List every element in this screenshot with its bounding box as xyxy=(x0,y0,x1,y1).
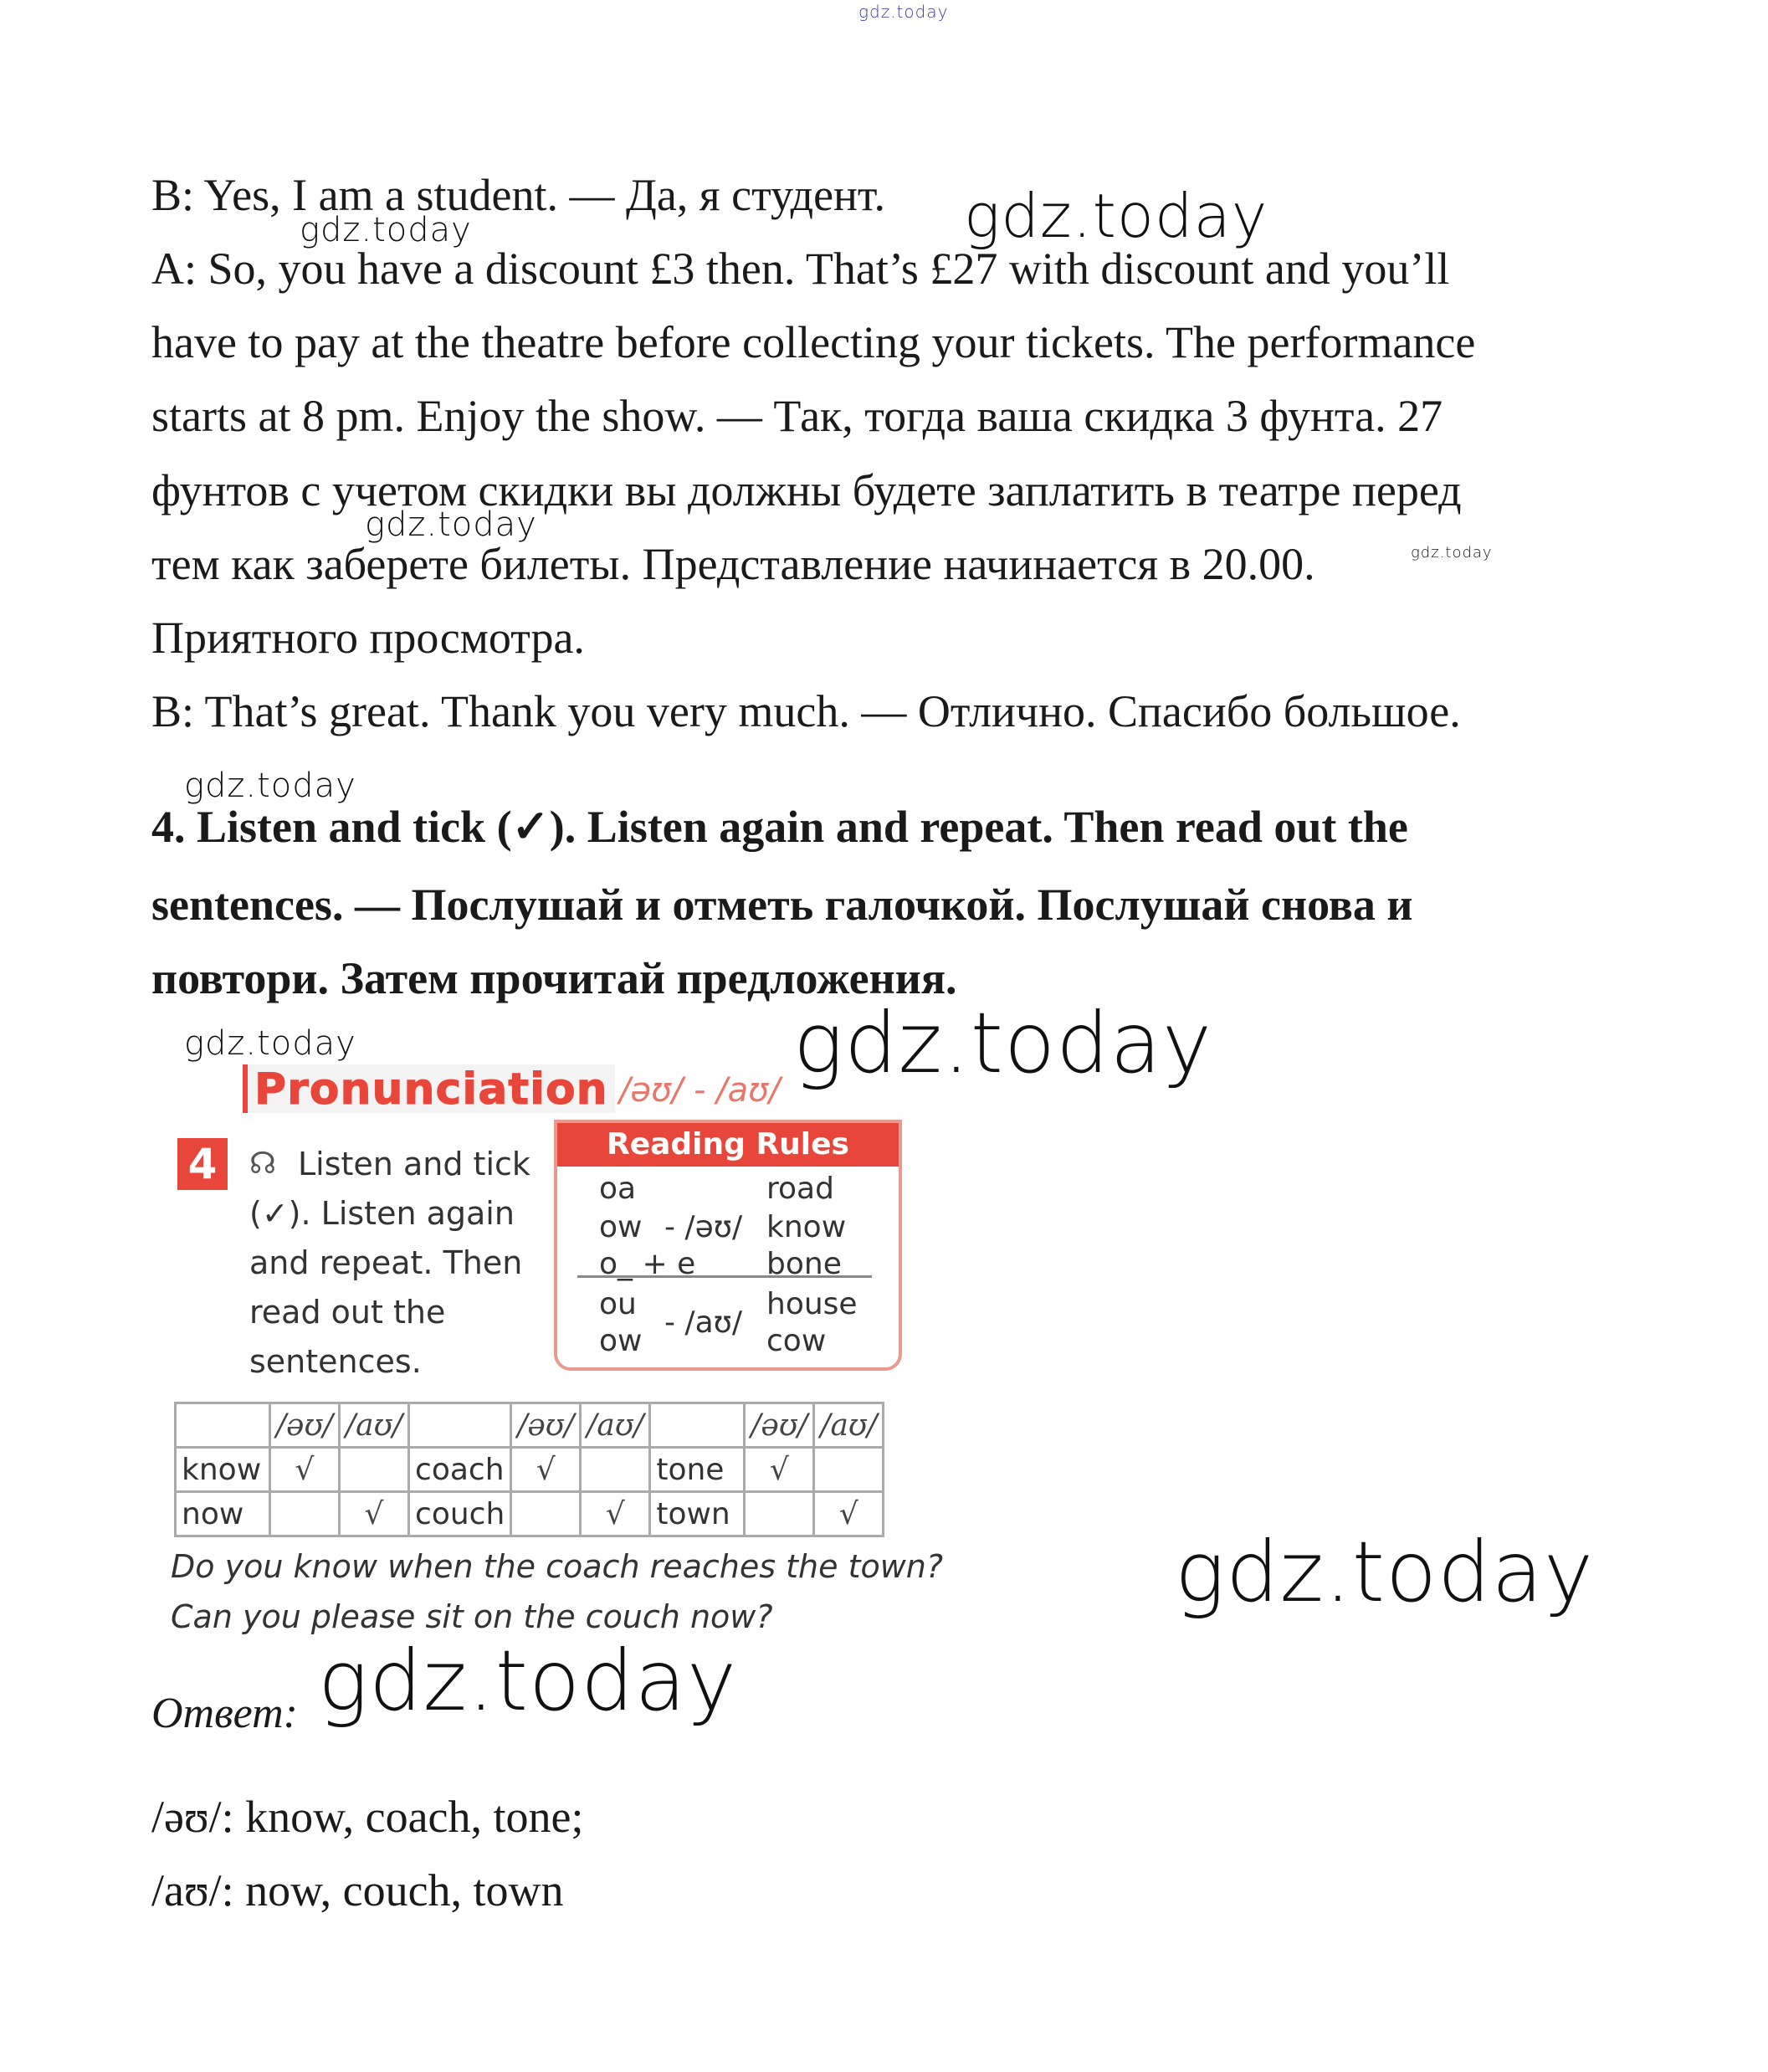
watermark: gdz.today xyxy=(300,211,472,249)
headphones-icon: ☊ xyxy=(249,1146,276,1181)
watermark: gdz.today xyxy=(184,767,356,805)
task-heading: sentences. — Послушай и отметь галочкой. Послушай снова и xyxy=(151,880,1413,930)
dialogue-line: have to pay at the theatre before collecting your tickets. The performance xyxy=(151,317,1476,367)
exercise-number: 4 xyxy=(177,1138,228,1190)
table-row: /əʊ/ /aʊ/ /əʊ/ /aʊ/ /əʊ/ /aʊ/ xyxy=(176,1403,884,1448)
answer-line: /əʊ/: know, coach, tone; xyxy=(151,1792,584,1842)
practice-sentence: Do you know when the coach reaches the town? xyxy=(171,1548,944,1585)
watermark: gdz.today xyxy=(318,1632,738,1730)
practice-sentence: Can you please sit on the couch now? xyxy=(171,1598,773,1635)
watermark: gdz.today xyxy=(365,505,537,544)
pronunciation-table xyxy=(174,1402,884,1537)
textbook-scan xyxy=(167,1063,944,1657)
pronunciation-ipa: /əʊ/ - /aʊ/ xyxy=(619,1071,781,1110)
watermark: gdz.today xyxy=(184,1024,356,1063)
dialogue-line: A: So, you have a discount £3 then. That’s £27 with discount and you’ll xyxy=(151,244,1450,294)
table-row: know √ coach √ tone √ xyxy=(176,1448,884,1492)
watermark: gdz.today xyxy=(1175,1523,1595,1621)
dialogue-line: starts at 8 pm. Enjoy the show. — Так, тогда ваша скидка 3 фунта. 27 xyxy=(151,391,1443,441)
reading-rules-box: Reading Rules oa road ow - /əʊ/ know o_ + e bone ou - /aʊ/ house ow cow xyxy=(554,1120,902,1371)
table-row: now √ couch √ town √ xyxy=(176,1492,884,1536)
reading-rules-title: Reading Rules xyxy=(557,1123,899,1167)
watermark-top: gdz.today xyxy=(858,2,949,22)
exercise-instruction: Listen and tick (✓). Listen again and repeat. Then read out the sentences. xyxy=(249,1146,530,1380)
task-heading: 4. Listen and tick (✓). Listen again and repeat. Then read out the xyxy=(151,802,1408,852)
answer-line: /aʊ/: now, couch, town xyxy=(151,1865,564,1916)
task-heading: повтори. Затем прочитай предложения. xyxy=(151,953,957,1003)
answer-label: Ответ: xyxy=(151,1690,298,1737)
dialogue-line: Приятного просмотра. xyxy=(151,613,585,663)
dialogue-line: фунтов с учетом скидки вы должны будете заплатить в театре перед xyxy=(151,465,1462,515)
watermark: gdz.today xyxy=(964,181,1268,251)
watermark: gdz.today xyxy=(1411,544,1493,562)
pronunciation-banner: Pronunciation xyxy=(243,1064,615,1113)
dialogue-line: B: That’s great. Thank you very much. — Отлично. Спасибо большое. xyxy=(151,686,1461,736)
dialogue-line: тем как заберете билеты. Представление начинается в 20.00. xyxy=(151,539,1315,589)
dialogue-line: B: Yes, I am a student. — Да, я студент. xyxy=(151,170,885,220)
watermark: gdz.today xyxy=(793,994,1213,1092)
